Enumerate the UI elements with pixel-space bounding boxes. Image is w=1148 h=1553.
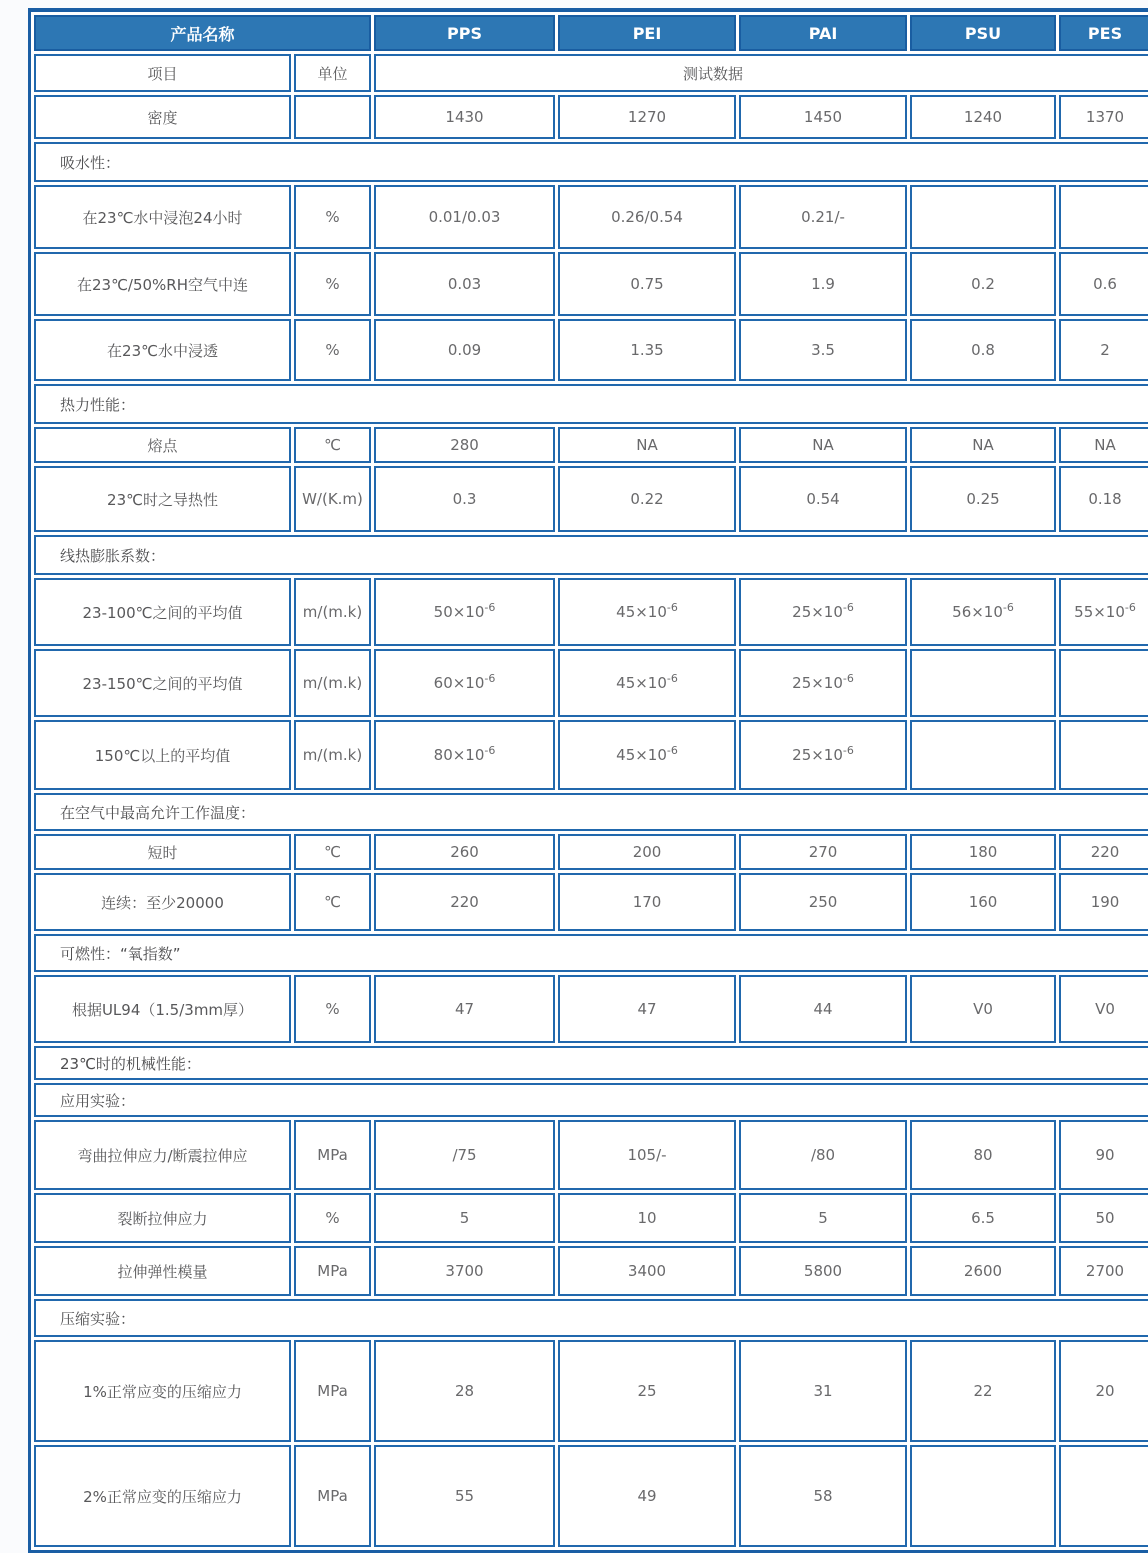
unit-cell: W/(K.m) [294, 466, 371, 532]
unit-cell: % [294, 252, 371, 316]
value-cell: V0 [910, 975, 1056, 1043]
value-cell: 10 [558, 1193, 736, 1243]
value-cell: 28 [374, 1340, 555, 1442]
value-cell: 47 [558, 975, 736, 1043]
value-cell: 2700 [1059, 1246, 1148, 1296]
row-label: 裂断拉伸应力 [34, 1193, 291, 1243]
value-cell: 44 [739, 975, 907, 1043]
table-row [34, 720, 1148, 790]
exponent: -6 [666, 601, 678, 614]
value-cell: 0.18 [1059, 466, 1148, 532]
product-spec-table-wrap [28, 8, 1136, 1553]
row-label: 2%正常应变的压缩应力 [34, 1445, 291, 1547]
value-cell: NA [739, 427, 907, 463]
column-header-pai: PAI [739, 15, 907, 51]
unit-cell: MPa [294, 1445, 371, 1547]
product-spec-table [28, 8, 1148, 1553]
row-label: 短时 [34, 834, 291, 870]
value-cell: $25\times 10^{-6}$ [739, 720, 907, 790]
exponent: -6 [484, 601, 496, 614]
table-body [34, 95, 1148, 1547]
value-cell: 1370 [1059, 95, 1148, 139]
unit-cell: m/(m.k) [294, 649, 371, 717]
value-cell: 0.03 [374, 252, 555, 316]
value-cell: 1.35 [558, 319, 736, 381]
value-cell: 0.3 [374, 466, 555, 532]
table-row [34, 1246, 1148, 1296]
column-header-pei: PEI [558, 15, 736, 51]
value-cell: 0.01/0.03 [374, 185, 555, 249]
value-cell: 6.5 [910, 1193, 1056, 1243]
value-cell: 220 [374, 873, 555, 931]
header-row [34, 15, 1148, 51]
value-cell: 5 [374, 1193, 555, 1243]
unit-cell: % [294, 185, 371, 249]
product-name-header: 产品名称 [34, 15, 371, 51]
row-label: 23℃时之导热性 [34, 466, 291, 532]
table-row [34, 578, 1148, 646]
row-label: 熔点 [34, 427, 291, 463]
value-cell: 0.8 [910, 319, 1056, 381]
table-row [34, 466, 1148, 532]
value-cell: $56\times 10^{-6}$ [910, 578, 1056, 646]
section-row [34, 142, 1148, 182]
section-row [34, 934, 1148, 972]
section-row [34, 793, 1148, 831]
unit-cell: % [294, 319, 371, 381]
section-label: 线热膨胀系数： [34, 535, 1148, 575]
row-label: 密度 [34, 95, 291, 139]
value-cell: 160 [910, 873, 1056, 931]
value-cell: NA [558, 427, 736, 463]
value-cell: $25\times 10^{-6}$ [739, 578, 907, 646]
unit-cell [294, 95, 371, 139]
value-cell: 5 [739, 1193, 907, 1243]
value-cell [1059, 185, 1148, 249]
section-row [34, 1046, 1148, 1080]
table-row [34, 834, 1148, 870]
exponent: -6 [1002, 601, 1014, 614]
table-row [34, 873, 1148, 931]
row-label: 23-100℃之间的平均值 [34, 578, 291, 646]
table-row [34, 1445, 1148, 1547]
row-label: 在23℃水中浸透 [34, 319, 291, 381]
exponent: -6 [1124, 601, 1136, 614]
value-cell: $80\times 10^{-6}$ [374, 720, 555, 790]
value-cell: 0.25 [910, 466, 1056, 532]
value-cell: $60\times 10^{-6}$ [374, 649, 555, 717]
value-cell [1059, 720, 1148, 790]
exponent: -6 [842, 672, 854, 685]
value-cell: 180 [910, 834, 1056, 870]
value-cell [910, 720, 1056, 790]
section-label: 23℃时的机械性能： [34, 1046, 1148, 1080]
exponent: -6 [484, 744, 496, 757]
value-cell: 0.75 [558, 252, 736, 316]
row-label: 弯曲拉伸应力/断震拉伸应 [34, 1120, 291, 1190]
row-label: 150℃以上的平均值 [34, 720, 291, 790]
value-cell: $25\times 10^{-6}$ [739, 649, 907, 717]
value-cell [910, 649, 1056, 717]
value-cell: 105/- [558, 1120, 736, 1190]
value-cell: 2600 [910, 1246, 1056, 1296]
value-cell: 0.21/- [739, 185, 907, 249]
value-cell: 0.22 [558, 466, 736, 532]
value-cell: 260 [374, 834, 555, 870]
value-cell: 220 [1059, 834, 1148, 870]
exponent: -6 [484, 672, 496, 685]
table-row [34, 1340, 1148, 1442]
unit-cell: MPa [294, 1340, 371, 1442]
value-cell: NA [1059, 427, 1148, 463]
value-cell: 0.6 [1059, 252, 1148, 316]
value-cell: 20 [1059, 1340, 1148, 1442]
section-label: 压缩实验： [34, 1299, 1148, 1337]
row-label: 根据UL94（1.5/3mm厚） [34, 975, 291, 1043]
item-header: 项目 [34, 54, 291, 92]
value-cell: 5800 [739, 1246, 907, 1296]
value-cell [910, 1445, 1056, 1547]
value-cell: 1430 [374, 95, 555, 139]
value-cell: 50 [1059, 1193, 1148, 1243]
unit-cell: ℃ [294, 427, 371, 463]
table-row [34, 185, 1148, 249]
value-cell: 55 [374, 1445, 555, 1547]
value-cell: 280 [374, 427, 555, 463]
value-cell: 200 [558, 834, 736, 870]
value-cell: 0.54 [739, 466, 907, 532]
row-label: 1%正常应变的压缩应力 [34, 1340, 291, 1442]
unit-cell: m/(m.k) [294, 578, 371, 646]
exponent: -6 [842, 744, 854, 757]
value-cell: V0 [1059, 975, 1148, 1043]
table-row [34, 649, 1148, 717]
column-header-pes: PES [1059, 15, 1148, 51]
table-row [34, 319, 1148, 381]
value-cell: 25 [558, 1340, 736, 1442]
value-cell: NA [910, 427, 1056, 463]
value-cell [910, 185, 1056, 249]
exponent: -6 [666, 672, 678, 685]
value-cell: 22 [910, 1340, 1056, 1442]
test-data-header: 测试数据 [374, 54, 1148, 92]
value-cell: $55\times 10^{-6}$ [1059, 578, 1148, 646]
value-cell [1059, 1445, 1148, 1547]
section-label: 热力性能： [34, 384, 1148, 424]
unit-cell: MPa [294, 1120, 371, 1190]
row-label: 拉伸弹性模量 [34, 1246, 291, 1296]
value-cell: 3700 [374, 1246, 555, 1296]
table-row [34, 95, 1148, 139]
table-row [34, 1120, 1148, 1190]
unit-cell: % [294, 975, 371, 1043]
section-label: 吸水性： [34, 142, 1148, 182]
unit-cell: ℃ [294, 834, 371, 870]
value-cell: 1450 [739, 95, 907, 139]
section-row [34, 535, 1148, 575]
value-cell: 0.2 [910, 252, 1056, 316]
value-cell: 0.09 [374, 319, 555, 381]
table-row [34, 252, 1148, 316]
value-cell: 90 [1059, 1120, 1148, 1190]
value-cell: 31 [739, 1340, 907, 1442]
column-header-pps: PPS [374, 15, 555, 51]
value-cell: 250 [739, 873, 907, 931]
section-row [34, 1299, 1148, 1337]
exponent: -6 [666, 744, 678, 757]
row-label: 连续：至少20000 [34, 873, 291, 931]
value-cell: 58 [739, 1445, 907, 1547]
value-cell: /75 [374, 1120, 555, 1190]
value-cell: 49 [558, 1445, 736, 1547]
unit-cell: ℃ [294, 873, 371, 931]
section-label: 应用实验： [34, 1083, 1148, 1117]
table-row [34, 975, 1148, 1043]
value-cell: 2 [1059, 319, 1148, 381]
value-cell: 270 [739, 834, 907, 870]
exponent: -6 [842, 601, 854, 614]
value-cell: $50\times 10^{-6}$ [374, 578, 555, 646]
value-cell: 1270 [558, 95, 736, 139]
value-cell: 0.26/0.54 [558, 185, 736, 249]
value-cell: $45\times 10^{-6}$ [558, 578, 736, 646]
row-label: 在23℃/50%RH空气中连 [34, 252, 291, 316]
row-label: 23-150℃之间的平均值 [34, 649, 291, 717]
table-row [34, 1193, 1148, 1243]
value-cell: 1240 [910, 95, 1056, 139]
value-cell: 170 [558, 873, 736, 931]
value-cell: 80 [910, 1120, 1056, 1190]
value-cell: 47 [374, 975, 555, 1043]
column-header-psu: PSU [910, 15, 1056, 51]
value-cell: /80 [739, 1120, 907, 1190]
table-row [34, 427, 1148, 463]
row-label: 在23℃水中浸泡24小时 [34, 185, 291, 249]
value-cell [1059, 649, 1148, 717]
section-row [34, 384, 1148, 424]
unit-header: 单位 [294, 54, 371, 92]
value-cell: 1.9 [739, 252, 907, 316]
unit-cell: % [294, 1193, 371, 1243]
unit-cell: MPa [294, 1246, 371, 1296]
value-cell: $45\times 10^{-6}$ [558, 649, 736, 717]
section-row [34, 1083, 1148, 1117]
value-cell: 3400 [558, 1246, 736, 1296]
section-label: 可燃性：“氧指数” [34, 934, 1148, 972]
value-cell: 3.5 [739, 319, 907, 381]
value-cell: 190 [1059, 873, 1148, 931]
value-cell: $45\times 10^{-6}$ [558, 720, 736, 790]
meta-row [34, 54, 1148, 92]
section-label: 在空气中最高允许工作温度： [34, 793, 1148, 831]
unit-cell: m/(m.k) [294, 720, 371, 790]
